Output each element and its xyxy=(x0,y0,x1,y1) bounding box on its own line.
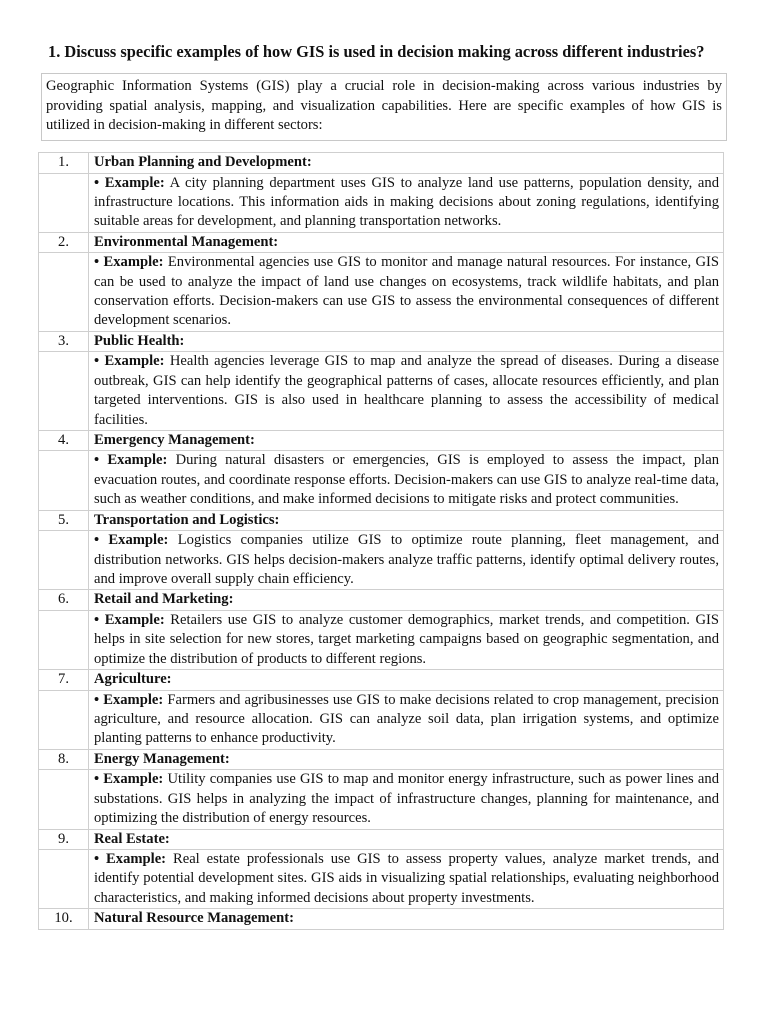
table-row xyxy=(39,590,724,611)
blank-cell xyxy=(39,610,89,669)
example-text: Retailers use GIS to analyze customer demographics, market trends, and competition. GIS helps in site selection for new stores, target marketing campaigns based on geographic segmentation, and optimize the distribution of products to different regions. xyxy=(94,611,720,667)
example-label: Example: xyxy=(106,851,167,868)
item-title: Retail and Marketing: xyxy=(89,590,724,611)
blank-cell xyxy=(39,531,89,590)
item-number: 3. xyxy=(39,331,89,352)
table-row xyxy=(39,510,724,531)
table-row xyxy=(39,610,724,669)
table-row xyxy=(39,690,724,749)
table-row xyxy=(39,153,724,174)
item-description xyxy=(89,253,724,332)
example-text: Environmental agencies use GIS to monitor and manage natural resources. For instance, GIS can be used to analyze the impact of land use changes on ecosystems, track wildlife habitats, and plan conservation efforts. Decision-makers can use GIS to assess the environmental consequences of different development scenarios. xyxy=(94,254,719,329)
table-row xyxy=(39,829,724,850)
item-number: 9. xyxy=(39,829,89,850)
blank-cell xyxy=(39,173,89,232)
bullet-icon: • xyxy=(94,254,100,271)
example-label: Example: xyxy=(108,532,169,549)
example-label: Example: xyxy=(107,452,168,469)
item-description xyxy=(89,770,724,829)
table-row xyxy=(39,670,724,691)
example-text: Utility companies use GIS to map and monitor energy infrastructure, such as power lines and substations. GIS helps in analyzing the impact of infrastructure changes, planning for maintenance, and optimizing the distribution of energy resources. xyxy=(94,771,719,827)
example-label: Example: xyxy=(104,353,165,370)
example-text: Farmers and agribusinesses use GIS to make decisions related to crop management, precision agriculture, and resource allocation. GIS can analyze soil data, plan irrigation systems, and optimize planting patterns to enhance productivity. xyxy=(94,691,719,747)
example-label: Example: xyxy=(104,611,165,628)
table-row xyxy=(39,850,724,909)
item-number: 7. xyxy=(39,670,89,691)
table-row xyxy=(39,173,724,232)
item-description xyxy=(89,850,724,909)
item-title: Natural Resource Management: xyxy=(89,909,724,930)
item-description xyxy=(89,690,724,749)
item-title: Agriculture: xyxy=(89,670,724,691)
bullet-icon: • xyxy=(94,691,100,708)
bullet-icon: • xyxy=(94,851,100,868)
bullet-icon: • xyxy=(94,452,100,469)
blank-cell xyxy=(39,770,89,829)
item-description xyxy=(89,173,724,232)
example-text: Health agencies leverage GIS to map and analyze the spread of diseases. During a disease outbreak, GIS can help identify the geographical patterns of cases, allocate resources efficiently, and plan targeted interventions. GIS is also used in healthcare planning to assess the accessibility of medical facilities. xyxy=(94,353,719,428)
table-row xyxy=(39,253,724,332)
item-title: Environmental Management: xyxy=(89,232,724,253)
table-row xyxy=(39,430,724,451)
table-row xyxy=(39,909,724,930)
blank-cell xyxy=(39,451,89,510)
item-number: 2. xyxy=(39,232,89,253)
item-number: 10. xyxy=(39,909,89,930)
table-row xyxy=(39,232,724,253)
bullet-icon: • xyxy=(94,532,100,549)
item-number: 1. xyxy=(39,153,89,174)
item-title: Urban Planning and Development: xyxy=(89,153,724,174)
intro-paragraph: Geographic Information Systems (GIS) play a crucial role in decision-making across various industries by providing spatial analysis, mapping, and visualization capabilities. Here are specific examples of how GIS is utilized in decision-making in different sectors: xyxy=(41,73,727,141)
item-number: 5. xyxy=(39,510,89,531)
bullet-icon: • xyxy=(94,174,100,191)
example-text: Logistics companies utilize GIS to optimize route planning, fleet management, and distribution networks. GIS helps decision-makers analyze traffic patterns, identify optimal delivery routes, and improve overall supply chain efficiency. xyxy=(94,532,719,587)
item-number: 6. xyxy=(39,590,89,611)
bullet-icon: • xyxy=(94,771,100,788)
item-description xyxy=(89,352,724,431)
question-heading: 1. Discuss specific examples of how GIS is used in decision making across different industries? xyxy=(48,42,705,61)
bullet-icon: • xyxy=(94,611,100,628)
blank-cell xyxy=(39,352,89,431)
item-description xyxy=(89,451,724,510)
example-text: A city planning department uses GIS to analyze land use patterns, population density, and infrastructure locations. This information aids in making decisions about zoning regulations, identifying suitable areas for development, and planning transportation networks. xyxy=(94,174,719,230)
example-text: During natural disasters or emergencies, GIS is employed to assess the impact, plan evacuation routes, and coordinate response efforts. Decision-makers can use GIS to analyze real-time data, such as weather conditions, and make informed decisions to mitigate risks and protect communities. xyxy=(94,452,719,508)
item-title: Energy Management: xyxy=(89,749,724,770)
blank-cell xyxy=(39,850,89,909)
industry-examples-table xyxy=(38,152,724,930)
blank-cell xyxy=(39,690,89,749)
example-label: Example: xyxy=(103,254,164,271)
table-row xyxy=(39,749,724,770)
blank-cell xyxy=(39,253,89,332)
table-row xyxy=(39,531,724,590)
example-label: Example: xyxy=(104,174,165,191)
table-row xyxy=(39,352,724,431)
example-label: Example: xyxy=(103,691,164,708)
item-description xyxy=(89,610,724,669)
item-description xyxy=(89,531,724,590)
bullet-icon: • xyxy=(94,353,100,370)
item-title: Real Estate: xyxy=(89,829,724,850)
item-number: 4. xyxy=(39,430,89,451)
item-title: Public Health: xyxy=(89,331,724,352)
table-row xyxy=(39,331,724,352)
item-number: 8. xyxy=(39,749,89,770)
item-title: Emergency Management: xyxy=(89,430,724,451)
item-title: Transportation and Logistics: xyxy=(89,510,724,531)
example-label: Example: xyxy=(103,771,164,788)
table-row xyxy=(39,770,724,829)
table-row xyxy=(39,451,724,510)
example-text: Real estate professionals use GIS to assess property values, analyze market trends, and identify potential development sites. GIS aids in visualizing spatial relationships, evaluating neighborhood characteristics, and making informed decisions about property investments. xyxy=(94,851,719,906)
